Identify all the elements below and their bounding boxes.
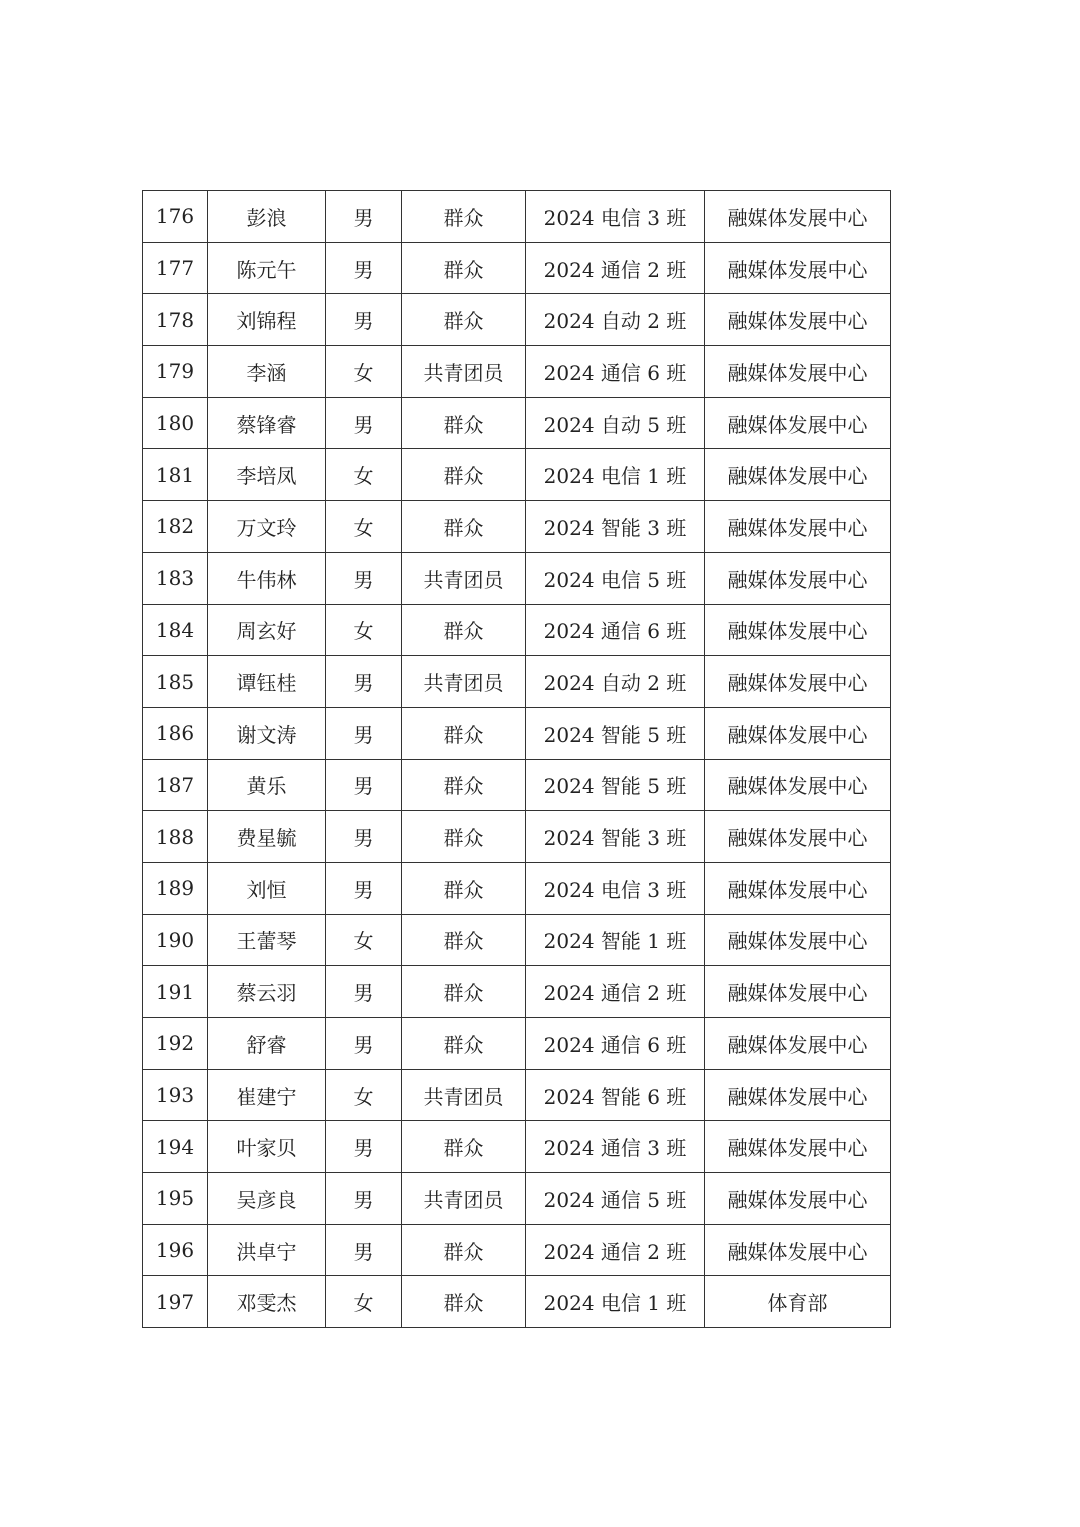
class-cell: 2024 通信 6 班: [526, 604, 705, 656]
name-cell: 刘恒: [208, 862, 326, 914]
gender-cell: 男: [326, 1018, 402, 1070]
table-row: [143, 294, 891, 346]
row-number-cell: 176: [143, 191, 208, 243]
political-status-cell: 群众: [402, 397, 526, 449]
department-cell: 融媒体发展中心: [705, 1173, 891, 1225]
name-cell: 陈元午: [208, 242, 326, 294]
department-cell: 融媒体发展中心: [705, 397, 891, 449]
political-status-cell: 群众: [402, 242, 526, 294]
political-status-cell: 群众: [402, 707, 526, 759]
gender-cell: 女: [326, 1276, 402, 1328]
department-cell: 融媒体发展中心: [705, 346, 891, 398]
class-cell: 2024 智能 1 班: [526, 914, 705, 966]
department-cell: 融媒体发展中心: [705, 242, 891, 294]
class-cell: 2024 电信 3 班: [526, 191, 705, 243]
department-cell: 融媒体发展中心: [705, 1069, 891, 1121]
political-status-cell: 共青团员: [402, 1173, 526, 1225]
political-status-cell: 群众: [402, 914, 526, 966]
department-cell: 融媒体发展中心: [705, 914, 891, 966]
name-cell: 刘锦程: [208, 294, 326, 346]
table-row: [143, 552, 891, 604]
class-cell: 2024 电信 3 班: [526, 862, 705, 914]
department-cell: 融媒体发展中心: [705, 191, 891, 243]
gender-cell: 女: [326, 1069, 402, 1121]
row-number-cell: 193: [143, 1069, 208, 1121]
political-status-cell: 共青团员: [402, 552, 526, 604]
department-cell: 融媒体发展中心: [705, 501, 891, 553]
political-status-cell: 群众: [402, 1018, 526, 1070]
table-row: [143, 656, 891, 708]
political-status-cell: 共青团员: [402, 656, 526, 708]
row-number-cell: 177: [143, 242, 208, 294]
class-cell: 2024 通信 6 班: [526, 346, 705, 398]
gender-cell: 男: [326, 1173, 402, 1225]
name-cell: 万文玲: [208, 501, 326, 553]
table-row: [143, 914, 891, 966]
row-number-cell: 179: [143, 346, 208, 398]
department-cell: 融媒体发展中心: [705, 862, 891, 914]
class-cell: 2024 通信 2 班: [526, 966, 705, 1018]
name-cell: 吴彦良: [208, 1173, 326, 1225]
row-number-cell: 190: [143, 914, 208, 966]
class-cell: 2024 通信 5 班: [526, 1173, 705, 1225]
name-cell: 谢文涛: [208, 707, 326, 759]
gender-cell: 男: [326, 811, 402, 863]
gender-cell: 女: [326, 604, 402, 656]
table-row: [143, 1224, 891, 1276]
table-row: [143, 449, 891, 501]
name-cell: 王蕾琴: [208, 914, 326, 966]
class-cell: 2024 通信 3 班: [526, 1121, 705, 1173]
class-cell: 2024 智能 3 班: [526, 501, 705, 553]
table-row: [143, 346, 891, 398]
class-cell: 2024 自动 2 班: [526, 656, 705, 708]
name-cell: 费星毓: [208, 811, 326, 863]
name-cell: 周玄好: [208, 604, 326, 656]
table-row: [143, 1121, 891, 1173]
gender-cell: 男: [326, 552, 402, 604]
name-cell: 崔建宁: [208, 1069, 326, 1121]
political-status-cell: 群众: [402, 759, 526, 811]
department-cell: 融媒体发展中心: [705, 1121, 891, 1173]
political-status-cell: 群众: [402, 294, 526, 346]
table-row: [143, 759, 891, 811]
department-cell: 融媒体发展中心: [705, 759, 891, 811]
name-cell: 蔡云羽: [208, 966, 326, 1018]
row-number-cell: 183: [143, 552, 208, 604]
department-cell: 融媒体发展中心: [705, 811, 891, 863]
political-status-cell: 群众: [402, 862, 526, 914]
department-cell: 融媒体发展中心: [705, 552, 891, 604]
political-status-cell: 群众: [402, 501, 526, 553]
gender-cell: 男: [326, 294, 402, 346]
gender-cell: 男: [326, 1224, 402, 1276]
political-status-cell: 群众: [402, 191, 526, 243]
row-number-cell: 181: [143, 449, 208, 501]
gender-cell: 男: [326, 656, 402, 708]
department-cell: 融媒体发展中心: [705, 449, 891, 501]
roster-table-body: [143, 191, 891, 1328]
table-row: [143, 242, 891, 294]
name-cell: 彭浪: [208, 191, 326, 243]
table-row: [143, 501, 891, 553]
gender-cell: 女: [326, 501, 402, 553]
gender-cell: 女: [326, 449, 402, 501]
political-status-cell: 群众: [402, 1121, 526, 1173]
gender-cell: 男: [326, 242, 402, 294]
table-row: [143, 811, 891, 863]
class-cell: 2024 智能 3 班: [526, 811, 705, 863]
row-number-cell: 178: [143, 294, 208, 346]
name-cell: 李涵: [208, 346, 326, 398]
gender-cell: 男: [326, 862, 402, 914]
name-cell: 牛伟林: [208, 552, 326, 604]
class-cell: 2024 智能 5 班: [526, 707, 705, 759]
department-cell: 融媒体发展中心: [705, 604, 891, 656]
row-number-cell: 185: [143, 656, 208, 708]
row-number-cell: 197: [143, 1276, 208, 1328]
name-cell: 叶家贝: [208, 1121, 326, 1173]
class-cell: 2024 通信 6 班: [526, 1018, 705, 1070]
table-row: [143, 604, 891, 656]
roster-table: [142, 190, 891, 1328]
row-number-cell: 196: [143, 1224, 208, 1276]
row-number-cell: 189: [143, 862, 208, 914]
political-status-cell: 群众: [402, 604, 526, 656]
table-row: [143, 1069, 891, 1121]
gender-cell: 女: [326, 914, 402, 966]
row-number-cell: 195: [143, 1173, 208, 1225]
row-number-cell: 194: [143, 1121, 208, 1173]
political-status-cell: 群众: [402, 1276, 526, 1328]
political-status-cell: 共青团员: [402, 346, 526, 398]
department-cell: 融媒体发展中心: [705, 1224, 891, 1276]
political-status-cell: 群众: [402, 1224, 526, 1276]
political-status-cell: 群众: [402, 449, 526, 501]
political-status-cell: 群众: [402, 811, 526, 863]
table-row: [143, 707, 891, 759]
class-cell: 2024 电信 1 班: [526, 1276, 705, 1328]
department-cell: 融媒体发展中心: [705, 656, 891, 708]
class-cell: 2024 智能 5 班: [526, 759, 705, 811]
row-number-cell: 188: [143, 811, 208, 863]
political-status-cell: 共青团员: [402, 1069, 526, 1121]
class-cell: 2024 通信 2 班: [526, 242, 705, 294]
table-row: [143, 1276, 891, 1328]
class-cell: 2024 电信 5 班: [526, 552, 705, 604]
name-cell: 谭钰桂: [208, 656, 326, 708]
class-cell: 2024 通信 2 班: [526, 1224, 705, 1276]
department-cell: 融媒体发展中心: [705, 294, 891, 346]
row-number-cell: 180: [143, 397, 208, 449]
table-row: [143, 397, 891, 449]
name-cell: 黄乐: [208, 759, 326, 811]
political-status-cell: 群众: [402, 966, 526, 1018]
gender-cell: 男: [326, 1121, 402, 1173]
row-number-cell: 182: [143, 501, 208, 553]
table-row: [143, 966, 891, 1018]
name-cell: 邓雯杰: [208, 1276, 326, 1328]
name-cell: 蔡锋睿: [208, 397, 326, 449]
gender-cell: 男: [326, 759, 402, 811]
class-cell: 2024 自动 2 班: [526, 294, 705, 346]
gender-cell: 男: [326, 707, 402, 759]
gender-cell: 男: [326, 966, 402, 1018]
table-row: [143, 862, 891, 914]
gender-cell: 男: [326, 191, 402, 243]
class-cell: 2024 智能 6 班: [526, 1069, 705, 1121]
department-cell: 融媒体发展中心: [705, 966, 891, 1018]
row-number-cell: 191: [143, 966, 208, 1018]
gender-cell: 男: [326, 397, 402, 449]
department-cell: 融媒体发展中心: [705, 1018, 891, 1070]
department-cell: 体育部: [705, 1276, 891, 1328]
row-number-cell: 187: [143, 759, 208, 811]
table-row: [143, 1173, 891, 1225]
class-cell: 2024 自动 5 班: [526, 397, 705, 449]
row-number-cell: 184: [143, 604, 208, 656]
gender-cell: 女: [326, 346, 402, 398]
row-number-cell: 186: [143, 707, 208, 759]
table-row: [143, 1018, 891, 1070]
name-cell: 洪卓宁: [208, 1224, 326, 1276]
row-number-cell: 192: [143, 1018, 208, 1070]
name-cell: 李培凤: [208, 449, 326, 501]
class-cell: 2024 电信 1 班: [526, 449, 705, 501]
name-cell: 舒睿: [208, 1018, 326, 1070]
table-row: [143, 191, 891, 243]
department-cell: 融媒体发展中心: [705, 707, 891, 759]
